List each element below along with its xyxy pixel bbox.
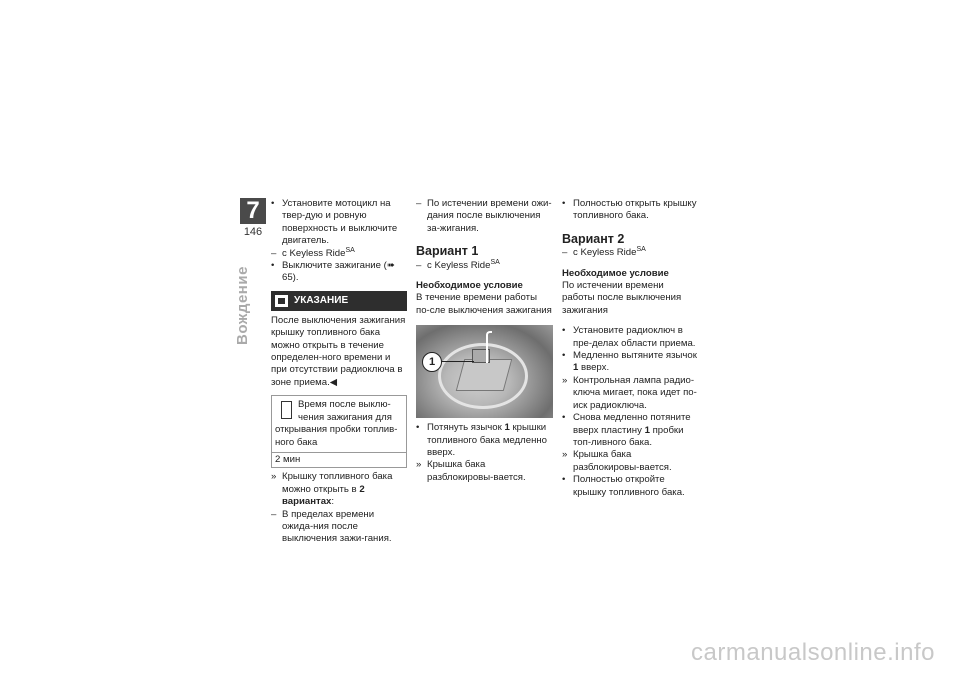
column-3 xyxy=(562,198,698,499)
section-heading: Вариант 1 xyxy=(416,244,479,259)
list-item: • Полностью откройте крышку топливного бака. xyxy=(562,474,685,498)
spec-table xyxy=(271,395,407,468)
list-item: – По истечении времени ожи-дания после выключения за-жигания. xyxy=(416,198,552,234)
list-item: » Крышка бака разблокировы-вается. xyxy=(416,459,526,483)
condition-text: В течение времени работы по-сле выключения зажигания xyxy=(416,292,552,316)
chapter-number: 7 xyxy=(240,198,266,224)
list-item: » Крышку топливного бака можно открыть в 2 вариантах: xyxy=(271,471,393,508)
list-item: • Выключите зажигание (➠ 65). xyxy=(271,260,395,284)
spec-label: Время после выклю-чения зажигания для открывания пробки топлив-ного бака xyxy=(275,399,398,448)
watermark: carmanualsonline.info xyxy=(691,639,935,666)
page-number: 146 xyxy=(243,226,263,238)
section-heading: Вариант 2 xyxy=(562,231,625,246)
chapter-title: Вождение xyxy=(234,266,251,345)
list-item: • Потянуть язычок 1 крышки топливного бака медленно вверх. xyxy=(416,422,547,459)
callout-label: 1 xyxy=(422,352,442,372)
list-item: » Контрольная лампа радио-ключа мигает, пока идет по-иск радиоключа. xyxy=(562,374,697,411)
warning-text: После выключения зажигания крышку топливного бака можно открыть в течение определен-ного времени и при отсутствии радиоключа в зоне приема.◀ xyxy=(271,314,406,388)
list-item: • Установите радиоключ в пре-делах области приема. xyxy=(562,325,696,349)
list-item: • Установите мотоцикл на твер-дую и ровную поверхность и выключите двигатель. xyxy=(271,198,398,247)
list-item: – В пределах времени ожида-ния после выключения зажи-гания. xyxy=(271,508,392,545)
list-item: – с Keyless Ride$^{SA}$ xyxy=(416,258,500,271)
list-item: • Полностью открыть крышку топливного бака. xyxy=(562,198,697,222)
subheading: Необходимое условие xyxy=(562,267,669,279)
list-item: » Крышка бака разблокировы-вается. xyxy=(562,449,672,473)
subheading: Необходимое условие xyxy=(416,280,523,292)
warning-icon xyxy=(275,295,288,307)
list-item: • Снова медленно потяните вверх пластину 1 пробки топ-ливного бака. xyxy=(562,412,691,448)
fuel-cap-photo xyxy=(416,325,553,418)
column-1 xyxy=(271,198,407,546)
column-2 xyxy=(416,198,552,484)
warning-header: УКАЗАНИЕ xyxy=(271,291,407,311)
list-item: – с Keyless Ride$^{SA}$ xyxy=(271,246,355,259)
spec-value: 2 мин xyxy=(275,453,301,465)
condition-text: По истечении времени работы после выключения зажигания xyxy=(562,280,682,316)
list-item: • Медленно вытяните язычок 1 вверх. xyxy=(562,350,697,374)
list-item: – с Keyless Ride$^{SA}$ xyxy=(562,246,646,259)
timer-icon xyxy=(281,401,292,419)
